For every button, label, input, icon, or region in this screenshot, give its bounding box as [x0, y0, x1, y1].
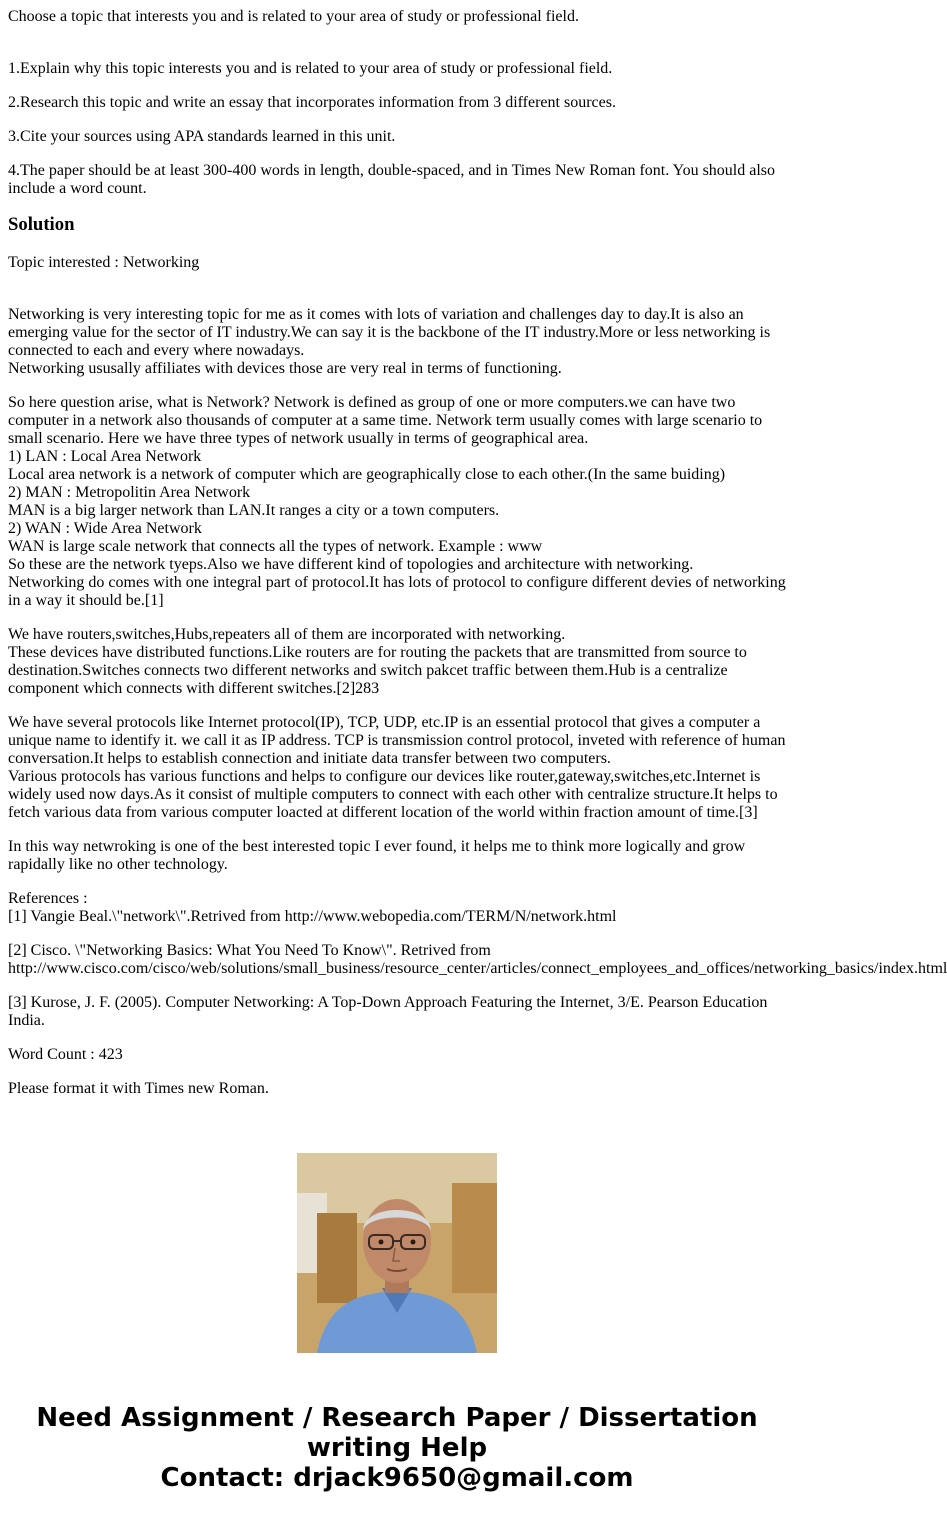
references-label: References : [8, 890, 88, 907]
word-count: Word Count : 423 [8, 1046, 123, 1063]
paragraph-line: 2) WAN : Wide Area Network [8, 520, 202, 537]
paragraph-line: We have several protocols like Internet protocol(IP), TCP, UDP, etc.IP is an essential protocol that gives a computer a unique name to identify it. we call it as IP address. TCP is transmission control protocol, inveted with reference of human conversation.It helps to establish connection and initiate data transfer between two computers. [8, 714, 786, 767]
paragraph-line: 1) LAN : Local Area Network [8, 448, 202, 465]
question-item-4: 4.The paper should be at least 300-400 words in length, double-spaced, and in Times New Roman font. You should also include a word count. [8, 162, 776, 197]
question-intro: Choose a topic that interests you and is related to your area of study or professional field. [8, 8, 579, 25]
reference-2-line-1: [2] Cisco. \"Networking Basics: What You Need To Know\". Retrived from [8, 942, 491, 959]
paragraph-line: So here question arise, what is Network? Network is defined as group of one or more computers.we can have two computer in a network also thousands of computer at a same time. Network term usually comes with large scenario to small scenario. Here we have three types of network usually in terms of geographical area. [8, 394, 763, 447]
reference-1: [1] Vangie Beal.\"network\".Retrived from http://www.webopedia.com/TERM/N/network.html [8, 908, 617, 925]
question-item-3: 3.Cite your sources using APA standards learned in this unit. [8, 128, 396, 145]
author-avatar [297, 1153, 497, 1353]
topic-line: Topic interested : Networking [8, 254, 200, 271]
promo-contact: Contact: drjack9650@gmail.com [160, 1463, 634, 1493]
paragraph-line: Networking ususally affiliates with devices those are very real in terms of functioning. [8, 360, 562, 377]
paragraph-network-types [8, 394, 794, 610]
paragraph-intro [8, 306, 794, 378]
paragraph-line: So these are the network tyeps.Also we have different kind of topologies and architecture with networking. [8, 556, 694, 573]
paragraph-line: Networking do comes with one integral part of protocol.It has lots of protocol to configure different devies of networking in a way it should be.[1] [8, 574, 786, 609]
paragraph-line: Local area network is a network of computer which are geographically close to each other.(In the same buiding) [8, 466, 726, 483]
paragraph-devices [8, 626, 794, 698]
references-block [8, 890, 794, 926]
paragraph-line: Various protocols has various functions and helps to configure our devices like router,gateway,switches,etc.Internet is widely used now days.As it consist of multiple computers to connect with each other with centralize structure.It helps to fetch various data from various computer loacted at different location of the world within fraction amount of time.[3] [8, 768, 778, 821]
paragraph-line: 2) MAN : Metropolitin Area Network [8, 484, 251, 501]
paragraph-line: MAN is a big larger network than LAN.It ranges a city or a town computers. [8, 502, 500, 519]
promo-line-1: Need Assignment / Research Paper / Dissertation [36, 1403, 758, 1433]
paragraph-conclusion: In this way netwroking is one of the best interested topic I ever found, it helps me to think more logically and grow rapidally like no other technology. [8, 838, 746, 873]
format-note: Please format it with Times new Roman. [8, 1080, 269, 1097]
paragraph-protocols [8, 714, 794, 822]
reference-3: [3] Kurose, J. F. (2005). Computer Networking: A Top-Down Approach Featuring the Internet, 3/E. Pearson Education India. [8, 994, 768, 1029]
paragraph-line: These devices have distributed functions.Like routers are for routing the packets that are transmitted from source to destination.Switches connects two different networks and switch pakcet traffic between them.Hub is a centralize component which connects with different switches.[2]283 [8, 644, 747, 697]
question-item-1: 1.Explain why this topic interests you and is related to your area of study or professional field. [8, 60, 613, 77]
paragraph-line: WAN is large scale network that connects all the types of network. Example : www [8, 538, 543, 555]
reference-2-url: http://www.cisco.com/cisco/web/solutions/small_business/resource_center/articles/connect_employees_and_offices/networking_basics/index.html [8, 960, 947, 977]
paragraph-line: We have routers,switches,Hubs,repeaters all of them are incorporated with networking. [8, 626, 566, 643]
paragraph-line: Networking is very interesting topic for me as it comes with lots of variation and challenges day to day.It is also an emerging value for the sector of IT industry.We can say it is the backbone of the IT industry.More or less networking is connected to each and every where nowadays. [8, 306, 771, 359]
document-body [8, 8, 947, 1114]
reference-2 [8, 942, 947, 978]
person-photo-icon [297, 1153, 497, 1353]
promo-line-2: writing Help [306, 1433, 488, 1463]
question-item-2: 2.Research this topic and write an essay that incorporates information from 3 different sources. [8, 94, 616, 111]
promo-banner [0, 1403, 794, 1493]
solution-heading: Solution [8, 214, 75, 235]
